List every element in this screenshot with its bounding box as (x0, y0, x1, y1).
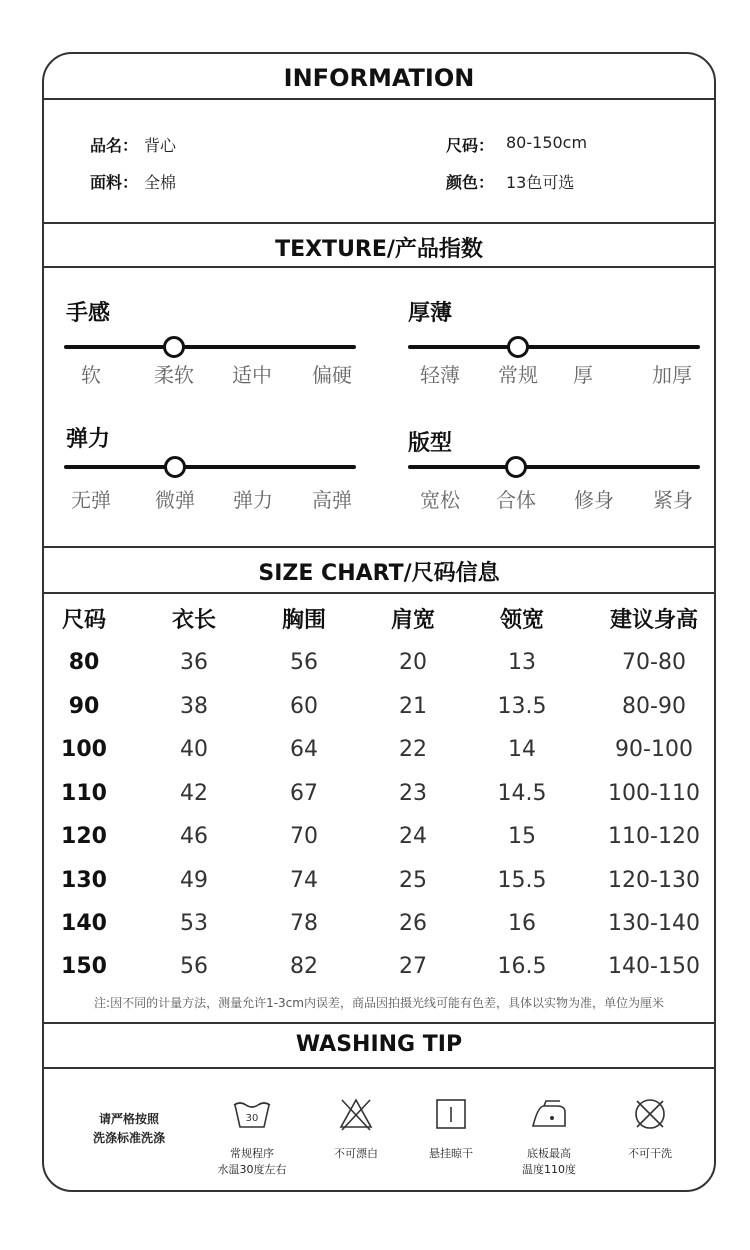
table-cell: 56 (290, 650, 318, 675)
table-cell: 78 (290, 911, 318, 936)
size-table-header-cell: 胸围 (281, 608, 326, 633)
info-label-size: 尺码： (446, 136, 495, 155)
table-cell: 14.5 (497, 781, 547, 806)
size-note: 注:因不同的计量方法，测量允许1-3cm内误差，商品因拍摄光线可能有色差，具体以实物为准，单位为厘米 (94, 996, 664, 1010)
wash-tip-label-line: 温度110度 (522, 1163, 576, 1176)
table-cell: 36 (180, 650, 208, 675)
wash-tip-label-line: 常规程序 (230, 1147, 274, 1160)
texture-group-title: 厚薄 (408, 301, 453, 326)
table-cell: 120-130 (608, 868, 700, 893)
size-table-header-cell: 建议身高 (609, 608, 698, 633)
wash-tip-label-line: 水温30度左右 (217, 1163, 287, 1176)
size-table-header-cell: 领宽 (499, 608, 544, 633)
texture-option: 加厚 (652, 363, 692, 387)
texture-option: 厚 (573, 363, 593, 387)
divider (44, 98, 714, 100)
wash-tip-label (595, 1146, 705, 1162)
texture-scale-marker (507, 336, 529, 358)
wash-tip-label (301, 1146, 411, 1162)
texture-scale-line (64, 345, 356, 349)
texture-option: 常规 (498, 363, 538, 387)
info-value-name: 背心 (144, 136, 177, 155)
table-cell: 15 (508, 824, 536, 849)
table-cell: 140-150 (608, 954, 700, 979)
texture-group-title: 版型 (408, 431, 453, 456)
texture-option: 高弹 (312, 488, 352, 512)
table-cell: 38 (180, 694, 208, 719)
table-cell: 150 (61, 954, 107, 979)
table-cell: 80 (68, 650, 100, 675)
table-cell: 80-90 (622, 694, 686, 719)
table-cell: 40 (180, 737, 208, 762)
hang-dry-icon (435, 1098, 467, 1130)
texture-option: 软 (81, 363, 101, 387)
table-cell: 90-100 (615, 737, 693, 762)
texture-scale-line (408, 345, 700, 349)
table-cell: 53 (180, 911, 208, 936)
texture-option: 宽松 (420, 488, 460, 512)
wash-30-icon (232, 1099, 272, 1131)
wash-tip-label-line: 底板最高 (527, 1147, 571, 1160)
wash-tip-label-line: 不可漂白 (334, 1147, 378, 1160)
table-cell: 24 (399, 824, 427, 849)
table-cell: 25 (399, 868, 427, 893)
texture-option: 柔软 (154, 363, 194, 387)
info-value-color: 13色可选 (506, 173, 575, 192)
texture-option: 适中 (232, 363, 272, 387)
info-label-fabric: 面料： (90, 173, 139, 192)
texture-option: 合体 (496, 488, 536, 512)
table-cell: 100 (61, 737, 107, 762)
table-cell: 130 (61, 868, 107, 893)
table-cell: 60 (290, 694, 318, 719)
table-cell: 21 (399, 694, 427, 719)
washing-intro-line: 请严格按照 (98, 1112, 159, 1126)
texture-option: 偏硬 (312, 363, 352, 387)
texture-group-title: 手感 (66, 301, 111, 326)
divider (44, 1022, 714, 1024)
table-cell: 16 (508, 911, 536, 936)
size-table-header-cell: 尺码 (61, 608, 106, 633)
table-cell: 14 (508, 737, 536, 762)
table-cell: 13.5 (497, 694, 547, 719)
divider (44, 266, 714, 268)
info-value-fabric: 全棉 (144, 173, 177, 192)
table-cell: 46 (180, 824, 208, 849)
table-cell: 16.5 (497, 954, 547, 979)
texture-scale-line (408, 465, 700, 469)
wash-temp-text: 30 (245, 1113, 259, 1124)
product-info-card (42, 52, 716, 1192)
texture-option: 微弹 (155, 488, 195, 512)
texture-option: 修身 (574, 488, 614, 512)
table-cell: 70 (290, 824, 318, 849)
washing-title: WASHING TIP (295, 1032, 463, 1057)
table-cell: 26 (399, 911, 427, 936)
size-table-header-cell: 肩宽 (390, 608, 435, 633)
table-cell: 90 (68, 694, 100, 719)
wash-tip-label-line: 悬挂晾干 (429, 1147, 473, 1160)
texture-scale-line (64, 465, 356, 469)
texture-option: 紧身 (653, 488, 693, 512)
info-label-name: 品名： (90, 136, 139, 155)
texture-option: 弹力 (233, 488, 273, 512)
size-chart-title: SIZE CHART/尺码信息 (258, 561, 500, 586)
size-table-header-cell: 衣长 (171, 608, 216, 633)
washing-intro (74, 1110, 184, 1148)
washing-intro-line: 洗涤标准洗涤 (92, 1131, 165, 1145)
wash-tip-label (396, 1146, 506, 1162)
table-cell: 67 (290, 781, 318, 806)
table-cell: 13 (508, 650, 536, 675)
table-cell: 110 (61, 781, 107, 806)
table-cell: 15.5 (497, 868, 547, 893)
info-value-size: 80-150cm (506, 133, 588, 152)
table-cell: 82 (290, 954, 318, 979)
table-cell: 70-80 (622, 650, 686, 675)
table-cell: 110-120 (608, 824, 700, 849)
iron-low-icon (530, 1098, 568, 1130)
wash-tip-label (494, 1146, 604, 1178)
table-cell: 27 (399, 954, 427, 979)
wash-tip-label-line: 不可干洗 (628, 1147, 672, 1160)
divider (44, 592, 714, 594)
texture-scale-marker (164, 456, 186, 478)
no-dry-clean-icon (632, 1096, 668, 1132)
table-cell: 56 (180, 954, 208, 979)
table-cell: 100-110 (608, 781, 700, 806)
table-cell: 22 (399, 737, 427, 762)
divider (44, 546, 714, 548)
table-cell: 120 (61, 824, 107, 849)
texture-group-title: 弹力 (66, 427, 111, 452)
table-cell: 74 (290, 868, 318, 893)
table-cell: 42 (180, 781, 208, 806)
divider (44, 222, 714, 224)
texture-title: TEXTURE/产品指数 (275, 237, 483, 262)
table-cell: 140 (61, 911, 107, 936)
texture-scale-marker (163, 336, 185, 358)
no-bleach-icon (338, 1096, 374, 1132)
texture-option: 轻薄 (420, 363, 460, 387)
info-label-color: 颜色： (446, 173, 495, 192)
divider (44, 1067, 714, 1069)
table-cell: 130-140 (608, 911, 700, 936)
table-cell: 23 (399, 781, 427, 806)
texture-scale-marker (505, 456, 527, 478)
information-title: INFORMATION (283, 64, 475, 92)
table-cell: 64 (290, 737, 318, 762)
table-cell: 49 (180, 868, 208, 893)
wash-tip-label (197, 1146, 307, 1178)
table-cell: 20 (399, 650, 427, 675)
texture-option: 无弹 (71, 488, 111, 512)
